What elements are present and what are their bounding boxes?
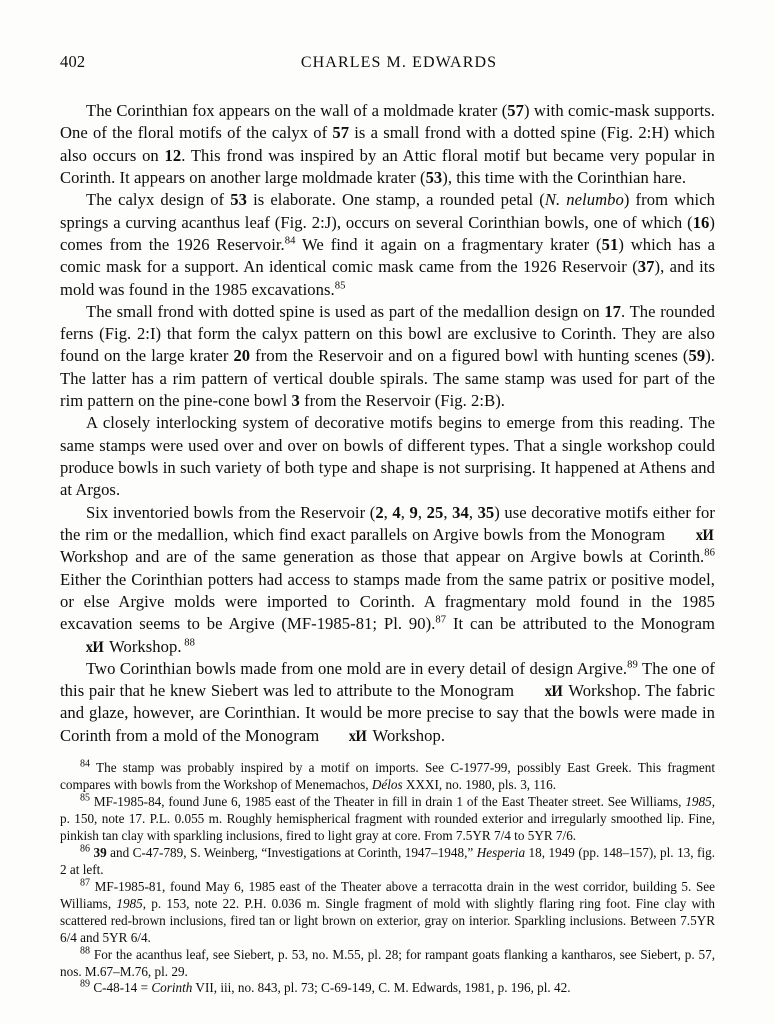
footnote: $^{84}$ The stamp was probably inspired by a motif on imports. See C-1977-99, possibly East Greek. This fragment compares with bowls from the Workshop of Menemachos, Délos XXXI, no. 1980, pls. 3, 116. [60,758,715,793]
monogram-symbol: xИ [544,683,563,701]
body-text [60,100,715,747]
page-content [60,52,724,997]
body-paragraph: A closely interlocking system of decorative motifs begins to emerge from this reading. The same stamps were used over and over on bowls of different types. That a single workshop could produce bowls in such variety of both type and shape is not surprising. It happened at Athens and at Argos. [60,413,715,500]
footnote: $^{89}$ C-48-14 = Corinth VII, iii, no. 843, pl. 73; C-69-149, C. M. Edwards, 1981, p. 196, pl. 42. [80,979,571,996]
footnote: $^{88}$ For the acanthus leaf, see Siebert, p. 53, no. M.55, pl. 28; for rampant goats flanking a kantharos, see Siebert, p. 57, nos. M.67–M.76, pl. 29. [60,945,715,979]
body-paragraph: The small frond with dotted spine is used as part of the medallion design on 17. The rounded ferns (Fig. 2:I) that form the calyx pattern on this bowl are exclusive to Corinth. They are also found on the large krater 20 from the Reservoir and on a figured bowl with hunting scenes (59). The latter has a rim pattern of vertical double spirals. The same stamp was used for part of the rim pattern on the pine-cone bowl 3 from the Reservoir (Fig. 2:B). [60,301,715,411]
body-paragraph: Two Corinthian bowls made from one mold are in every detail of design Argive.$^{89}$ The one of this pair that he knew Siebert was led to attribute to the Monogram xИ Workshop. The fabric and glaze, however, are Corinthian. It would be more precise to say that the bowls were made in Corinth from a mold of the Monogram xИ Workshop. [60,658,715,747]
footnotes [60,760,715,997]
body-paragraph: Six inventoried bowls from the Reservoir (2, 4, 9, 25, 34, 35) use decorative motifs either for the rim or the medallion, which find exact parallels on Argive bowls from the Monogram xИ Workshop and are of the same generation as those that appear on Argive bowls at Corinth.$^{86}$ Either the Corinthian potters had access to stamps made from the same patrix or positive model, or else Argive molds were imported to Corinth. A fragmentary mold found in the 1985 excavation seems to be Argive (MF-1985-81; Pl. 90).$^{87}$ It can be attributed to the Monogram xИ Workshop. $^{88}$ [60,502,715,658]
body-paragraph: The Corinthian fox appears on the wall of a moldmade krater (57) with comic-mask supports. One of the floral motifs of the calyx of 57 is a small frond with a dotted spine (Fig. 2:H) which also occurs on 12. This frond was inspired by an Attic floral motif but became very popular in Corinth. It appears on another large moldmade krater (53), this time with the Corinthian hare. [60,101,715,187]
monogram-symbol: xИ [695,526,714,544]
footnote: $^{87}$ MF-1985-81, found May 6, 1985 east of the Theater above a terracotta drain in the west corridor, building 5. See Williams, 1985, p. 153, note 22. P.H. 0.036 m. Single fragment of mold with slightly flaring ring foot. Fine clay with scattered red-brown inclusions, fired tan or light brown on exterior, gray on interior. Sparkling inclusions. Between 7.5YR 6/4 and 5YR 6/4. [60,877,715,945]
footnote: $^{85}$ MF-1985-84, found June 6, 1985 east of the Theater in fill in drain 1 of the East Theater street. See Williams, 1985, p. 150, note 17. P.L. 0.055 m. Roughly hemispherical fragment with rounded exterior and irregularly smoothed lip. Fine, pinkish tan clay with sparkling inclusions, fired to light gray at core. From 7.5YR 7/4 to 5YR 7/6. [60,792,715,843]
monogram-symbol: xИ [349,727,367,745]
page-number: 402 [60,52,86,71]
page-header [60,52,724,74]
footnote: $^{86}$ 39 and C-47-789, S. Weinberg, “Investigations at Corinth, 1947–1948,” Hesperia 18, 1949 (pp. 148–157), pl. 13, fig. 2 at left. [60,843,715,877]
monogram-symbol: xИ [85,638,104,656]
running-head: CHARLES M. EDWARDS [300,54,498,71]
body-paragraph: The calyx design of 53 is elaborate. One stamp, a rounded petal (N. nelumbo) from which springs a curving acanthus leaf (Fig. 2:J), occurs on several Corinthian bowls, one of which (16) comes from the 1926 Reservoir.$^{84}$ We find it again on a fragmentary krater (51) which has a comic mask for a support. An identical comic mask came from the 1926 Reservoir (37), and its mold was found in the 1985 excavations.$^{85}$ [60,190,716,299]
